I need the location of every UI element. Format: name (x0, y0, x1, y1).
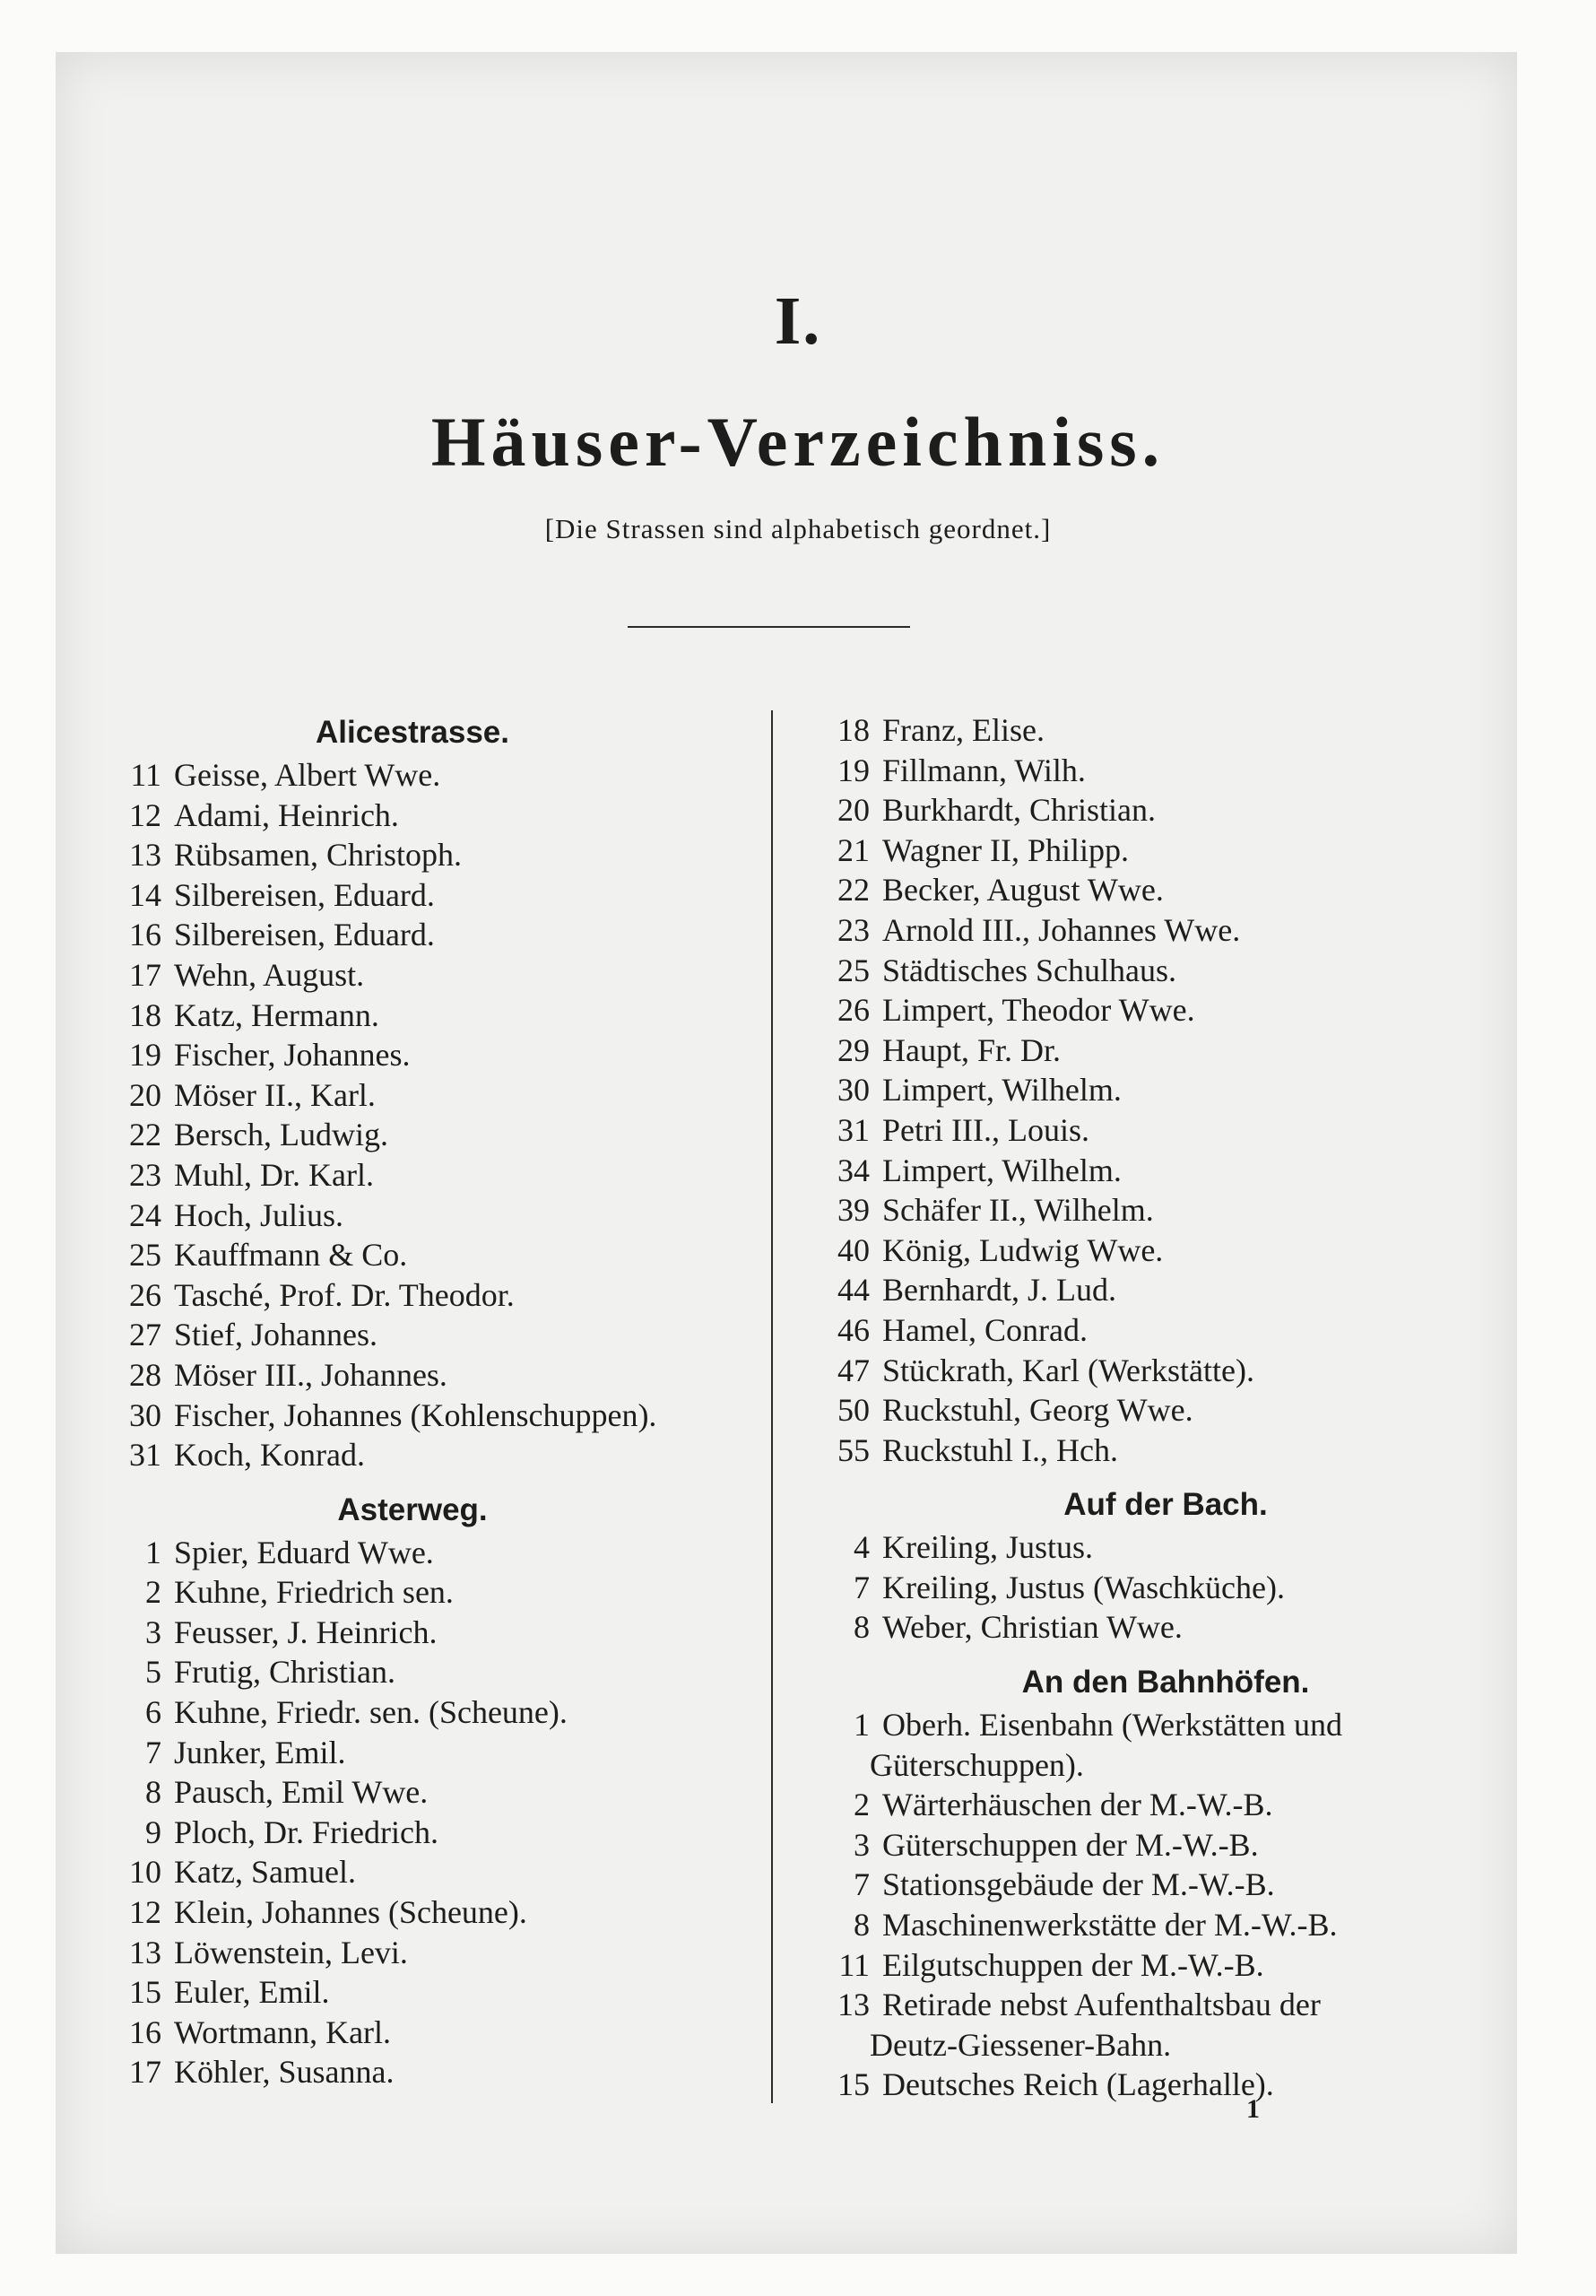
list-item (807, 1070, 1488, 1110)
list-item (99, 875, 780, 916)
house-number: 47 (837, 1352, 870, 1388)
list-item (807, 710, 1488, 751)
resident-name: Stückrath, Karl (Werkstätte). (882, 1352, 1254, 1388)
list-item (99, 1075, 780, 1116)
resident-name: Arnold III., Johannes Wwe. (882, 911, 1241, 948)
list-item (99, 1972, 780, 2013)
house-number: 21 (837, 831, 870, 868)
resident-name: Maschinenwerkstätte der M.-W.-B. (882, 1907, 1338, 1944)
house-number: 12 (129, 796, 161, 833)
resident-name: Silbereisen, Eduard. (174, 876, 435, 913)
resident-name: Burkhardt, Christian. (882, 792, 1156, 829)
list-item (807, 1310, 1488, 1351)
resident-name: Bernhardt, J. Lud. (882, 1272, 1116, 1309)
street-heading: An den Bahnhöfen. (1021, 1665, 1310, 1700)
resident-name: Wärterhäuschen der M.-W.-B. (882, 1787, 1273, 1823)
list-item (807, 1785, 1488, 1825)
list-item (807, 1825, 1488, 1866)
resident-name: Deutsches Reich (Lagerhalle). (882, 2066, 1274, 2103)
resident-name: Limpert, Theodor Wwe. (882, 992, 1195, 1029)
list-item (807, 831, 1488, 871)
resident-name: Stief, Johannes. (174, 1317, 377, 1353)
resident-name: Bersch, Ludwig. (174, 1117, 388, 1153)
right-column (807, 710, 1488, 2105)
list-item (807, 1390, 1488, 1431)
resident-name: Ruckstuhl, Georg Wwe. (882, 1392, 1193, 1429)
resident-name: Kuhne, Friedrich sen. (174, 1574, 454, 1611)
list-item (807, 990, 1488, 1031)
list-item (807, 1351, 1488, 1391)
house-number: 10 (129, 1854, 161, 1891)
list-item (807, 1527, 1488, 1568)
house-number: 23 (129, 1156, 161, 1193)
list-item (807, 1270, 1488, 1310)
house-number: 2 (145, 1574, 161, 1611)
house-number: 17 (129, 2054, 161, 2091)
house-number: 15 (837, 2066, 870, 2103)
list-item (807, 1945, 1488, 1986)
list-item (99, 1733, 780, 1773)
resident-name: Limpert, Wilhelm. (882, 1072, 1122, 1109)
list-item (99, 1155, 780, 1196)
house-number: 25 (837, 952, 870, 988)
house-number: 3 (854, 1826, 870, 1863)
list-item (99, 1572, 780, 1613)
house-number: 24 (129, 1196, 161, 1233)
resident-name: Fischer, Johannes. (174, 1037, 411, 1074)
resident-name: Euler, Emil. (174, 1974, 330, 2011)
list-item (807, 910, 1488, 951)
resident-name: Hoch, Julius. (174, 1196, 343, 1233)
resident-name: Hamel, Conrad. (882, 1311, 1088, 1348)
list-item (807, 1190, 1488, 1231)
list-item (99, 1533, 780, 1573)
list-item (99, 796, 780, 836)
house-number: 19 (129, 1037, 161, 1074)
resident-name: Kauffmann & Co. (174, 1237, 408, 1274)
list-item (807, 790, 1488, 831)
house-number: 2 (854, 1787, 870, 1823)
house-number: 20 (837, 792, 870, 829)
section-numeral: I. (774, 283, 822, 359)
list-item (807, 1031, 1488, 1071)
resident-name: Frutig, Christian. (174, 1654, 396, 1691)
resident-name: Haupt, Fr. Dr. (882, 1031, 1062, 1068)
resident-name: Tasché, Prof. Dr. Theodor. (174, 1276, 515, 1313)
page-number: 1 (1246, 2094, 1260, 2124)
house-number: 22 (129, 1117, 161, 1153)
resident-name: Fischer, Johannes (Kohlenschuppen). (174, 1396, 657, 1433)
house-number: 31 (837, 1111, 870, 1148)
resident-name: Städtisches Schulhaus. (882, 952, 1176, 988)
resident-name: Silbereisen, Eduard. (174, 917, 435, 953)
list-item (807, 1568, 1488, 1608)
resident-name: König, Ludwig Wwe. (882, 1231, 1164, 1268)
list-item (807, 1231, 1488, 1271)
list-item (99, 1275, 780, 1316)
resident-name: Wagner II, Philipp. (882, 831, 1130, 868)
resident-name: Junker, Emil. (174, 1734, 346, 1770)
list-item (99, 1813, 780, 1853)
list-item (99, 1692, 780, 1733)
list-item (807, 1865, 1488, 1905)
list-item (807, 1985, 1488, 2025)
house-number: 11 (130, 757, 161, 793)
house-number: 30 (837, 1072, 870, 1109)
house-number: 31 (129, 1437, 161, 1474)
house-number: 50 (837, 1392, 870, 1429)
house-number: 40 (837, 1231, 870, 1268)
resident-name: Ploch, Dr. Friedrich. (174, 1813, 438, 1850)
list-item (99, 1396, 780, 1436)
house-number: 13 (837, 1987, 870, 2023)
list-item (99, 955, 780, 996)
resident-name: Wortmann, Karl. (174, 2013, 392, 2050)
house-number: 13 (129, 1934, 161, 1970)
house-number: 23 (837, 911, 870, 948)
house-number: 39 (837, 1192, 870, 1229)
resident-name-continuation: Güterschuppen). (870, 1746, 1084, 1783)
resident-name: Fillmann, Wilh. (882, 752, 1086, 788)
resident-name: Katz, Hermann. (174, 996, 379, 1033)
house-number: 4 (854, 1529, 870, 1566)
resident-name: Adami, Heinrich. (174, 796, 399, 833)
resident-name: Geisse, Albert Wwe. (174, 757, 441, 793)
resident-name: Koch, Konrad. (174, 1437, 365, 1474)
house-number: 8 (854, 1907, 870, 1944)
house-number: 18 (837, 712, 870, 748)
resident-name: Limpert, Wilhelm. (882, 1152, 1122, 1188)
house-number: 6 (145, 1694, 161, 1731)
house-number: 5 (145, 1654, 161, 1691)
list-item (99, 1035, 780, 1075)
house-number: 15 (129, 1974, 161, 2011)
resident-name: Katz, Samuel. (174, 1854, 356, 1891)
resident-name: Oberh. Eisenbahn (Werkstätten und (882, 1707, 1342, 1744)
house-number: 16 (129, 2013, 161, 2050)
resident-name: Güterschuppen der M.-W.-B. (882, 1826, 1259, 1863)
house-number: 30 (129, 1396, 161, 1433)
resident-name: Kuhne, Friedr. sen. (Scheune). (174, 1694, 568, 1731)
resident-name: Möser II., Karl. (174, 1076, 376, 1113)
house-number: 25 (129, 1237, 161, 1274)
resident-name: Wehn, August. (174, 956, 365, 993)
resident-name: Kreiling, Justus (Waschküche). (882, 1569, 1285, 1605)
house-number: 26 (129, 1276, 161, 1313)
house-number: 28 (129, 1356, 161, 1393)
house-number: 1 (854, 1707, 870, 1744)
resident-name: Rübsamen, Christoph. (174, 837, 462, 874)
house-number: 16 (129, 917, 161, 953)
house-number: 13 (129, 837, 161, 874)
list-item (99, 835, 780, 875)
list-item (99, 1315, 780, 1355)
resident-name: Franz, Elise. (882, 712, 1045, 748)
resident-name: Retirade nebst Aufenthaltsbau der (882, 1987, 1321, 2023)
resident-name: Eilgutschuppen der M.-W.-B. (882, 1946, 1264, 1983)
house-number: 27 (129, 1317, 161, 1353)
street-heading: Auf der Bach. (1063, 1487, 1268, 1523)
resident-name: Kreiling, Justus. (882, 1529, 1094, 1566)
house-number: 3 (145, 1613, 161, 1650)
list-item (99, 1652, 780, 1692)
house-number: 12 (129, 1894, 161, 1931)
house-number: 34 (837, 1152, 870, 1188)
list-item (99, 996, 780, 1036)
page-title: Häuser-Verzeichniss. (430, 403, 1166, 481)
street-heading: Alicestrasse. (316, 715, 509, 750)
street-heading: Asterweg. (337, 1492, 488, 1527)
house-number: 46 (837, 1311, 870, 1348)
house-number: 7 (854, 1569, 870, 1605)
house-number: 9 (145, 1813, 161, 1850)
list-item (807, 1151, 1488, 1191)
list-item (99, 1235, 780, 1275)
house-number: 55 (837, 1431, 870, 1468)
resident-name: Möser III., Johannes. (174, 1356, 447, 1393)
resident-name: Weber, Christian Wwe. (882, 1609, 1183, 1646)
list-item (99, 1892, 780, 1933)
resident-name: Muhl, Dr. Karl. (174, 1156, 374, 1193)
house-number: 19 (837, 752, 870, 788)
list-item (807, 951, 1488, 991)
page-subtitle: [Die Strassen sind alphabetisch geordnet.] (544, 513, 1052, 544)
house-number: 8 (145, 1774, 161, 1811)
list-item (807, 870, 1488, 910)
house-number: 29 (837, 1031, 870, 1068)
list-item (807, 1110, 1488, 1151)
resident-name: Schäfer II., Wilhelm. (882, 1192, 1154, 1229)
list-item (807, 751, 1488, 791)
list-item (807, 1705, 1488, 1745)
house-number: 26 (837, 992, 870, 1029)
house-number: 7 (854, 1866, 870, 1903)
list-item (99, 1355, 780, 1396)
list-item (99, 1196, 780, 1236)
resident-name: Löwenstein, Levi. (174, 1934, 408, 1970)
list-item (99, 1852, 780, 1892)
house-number: 7 (145, 1734, 161, 1770)
house-number: 20 (129, 1076, 161, 1113)
house-number: 44 (837, 1272, 870, 1309)
list-item (99, 2013, 780, 2053)
list-item (807, 1607, 1488, 1648)
house-number: 18 (129, 996, 161, 1033)
list-item (99, 1435, 780, 1475)
house-number: 8 (854, 1609, 870, 1646)
list-item (99, 755, 780, 796)
list-item (99, 1115, 780, 1155)
house-number: 22 (837, 872, 870, 909)
list-item (807, 1431, 1488, 1471)
title-rule (628, 626, 910, 628)
resident-name: Ruckstuhl I., Hch. (882, 1431, 1118, 1468)
left-column (99, 710, 780, 2092)
list-item (99, 2052, 780, 2092)
resident-name: Köhler, Susanna. (174, 2054, 395, 2091)
house-number: 14 (129, 876, 161, 913)
house-number: 11 (838, 1946, 870, 1983)
resident-name-continuation: Deutz-Giessener-Bahn. (870, 2026, 1172, 2063)
list-item (807, 2065, 1488, 2105)
list-item (807, 1905, 1488, 1945)
resident-name: Feusser, J. Heinrich. (174, 1613, 438, 1650)
resident-name: Petri III., Louis. (882, 1111, 1089, 1148)
list-item (99, 1613, 780, 1653)
resident-name: Becker, August Wwe. (882, 872, 1164, 909)
house-number: 17 (129, 956, 161, 993)
list-item (99, 1933, 780, 1973)
resident-name: Spier, Eduard Wwe. (174, 1534, 434, 1570)
resident-name: Stationsgebäude der M.-W.-B. (882, 1866, 1275, 1903)
house-number: 1 (145, 1534, 161, 1570)
resident-name: Pausch, Emil Wwe. (174, 1774, 429, 1811)
list-item (99, 915, 780, 955)
resident-name: Klein, Johannes (Scheune). (174, 1894, 527, 1931)
list-item (99, 1772, 780, 1813)
